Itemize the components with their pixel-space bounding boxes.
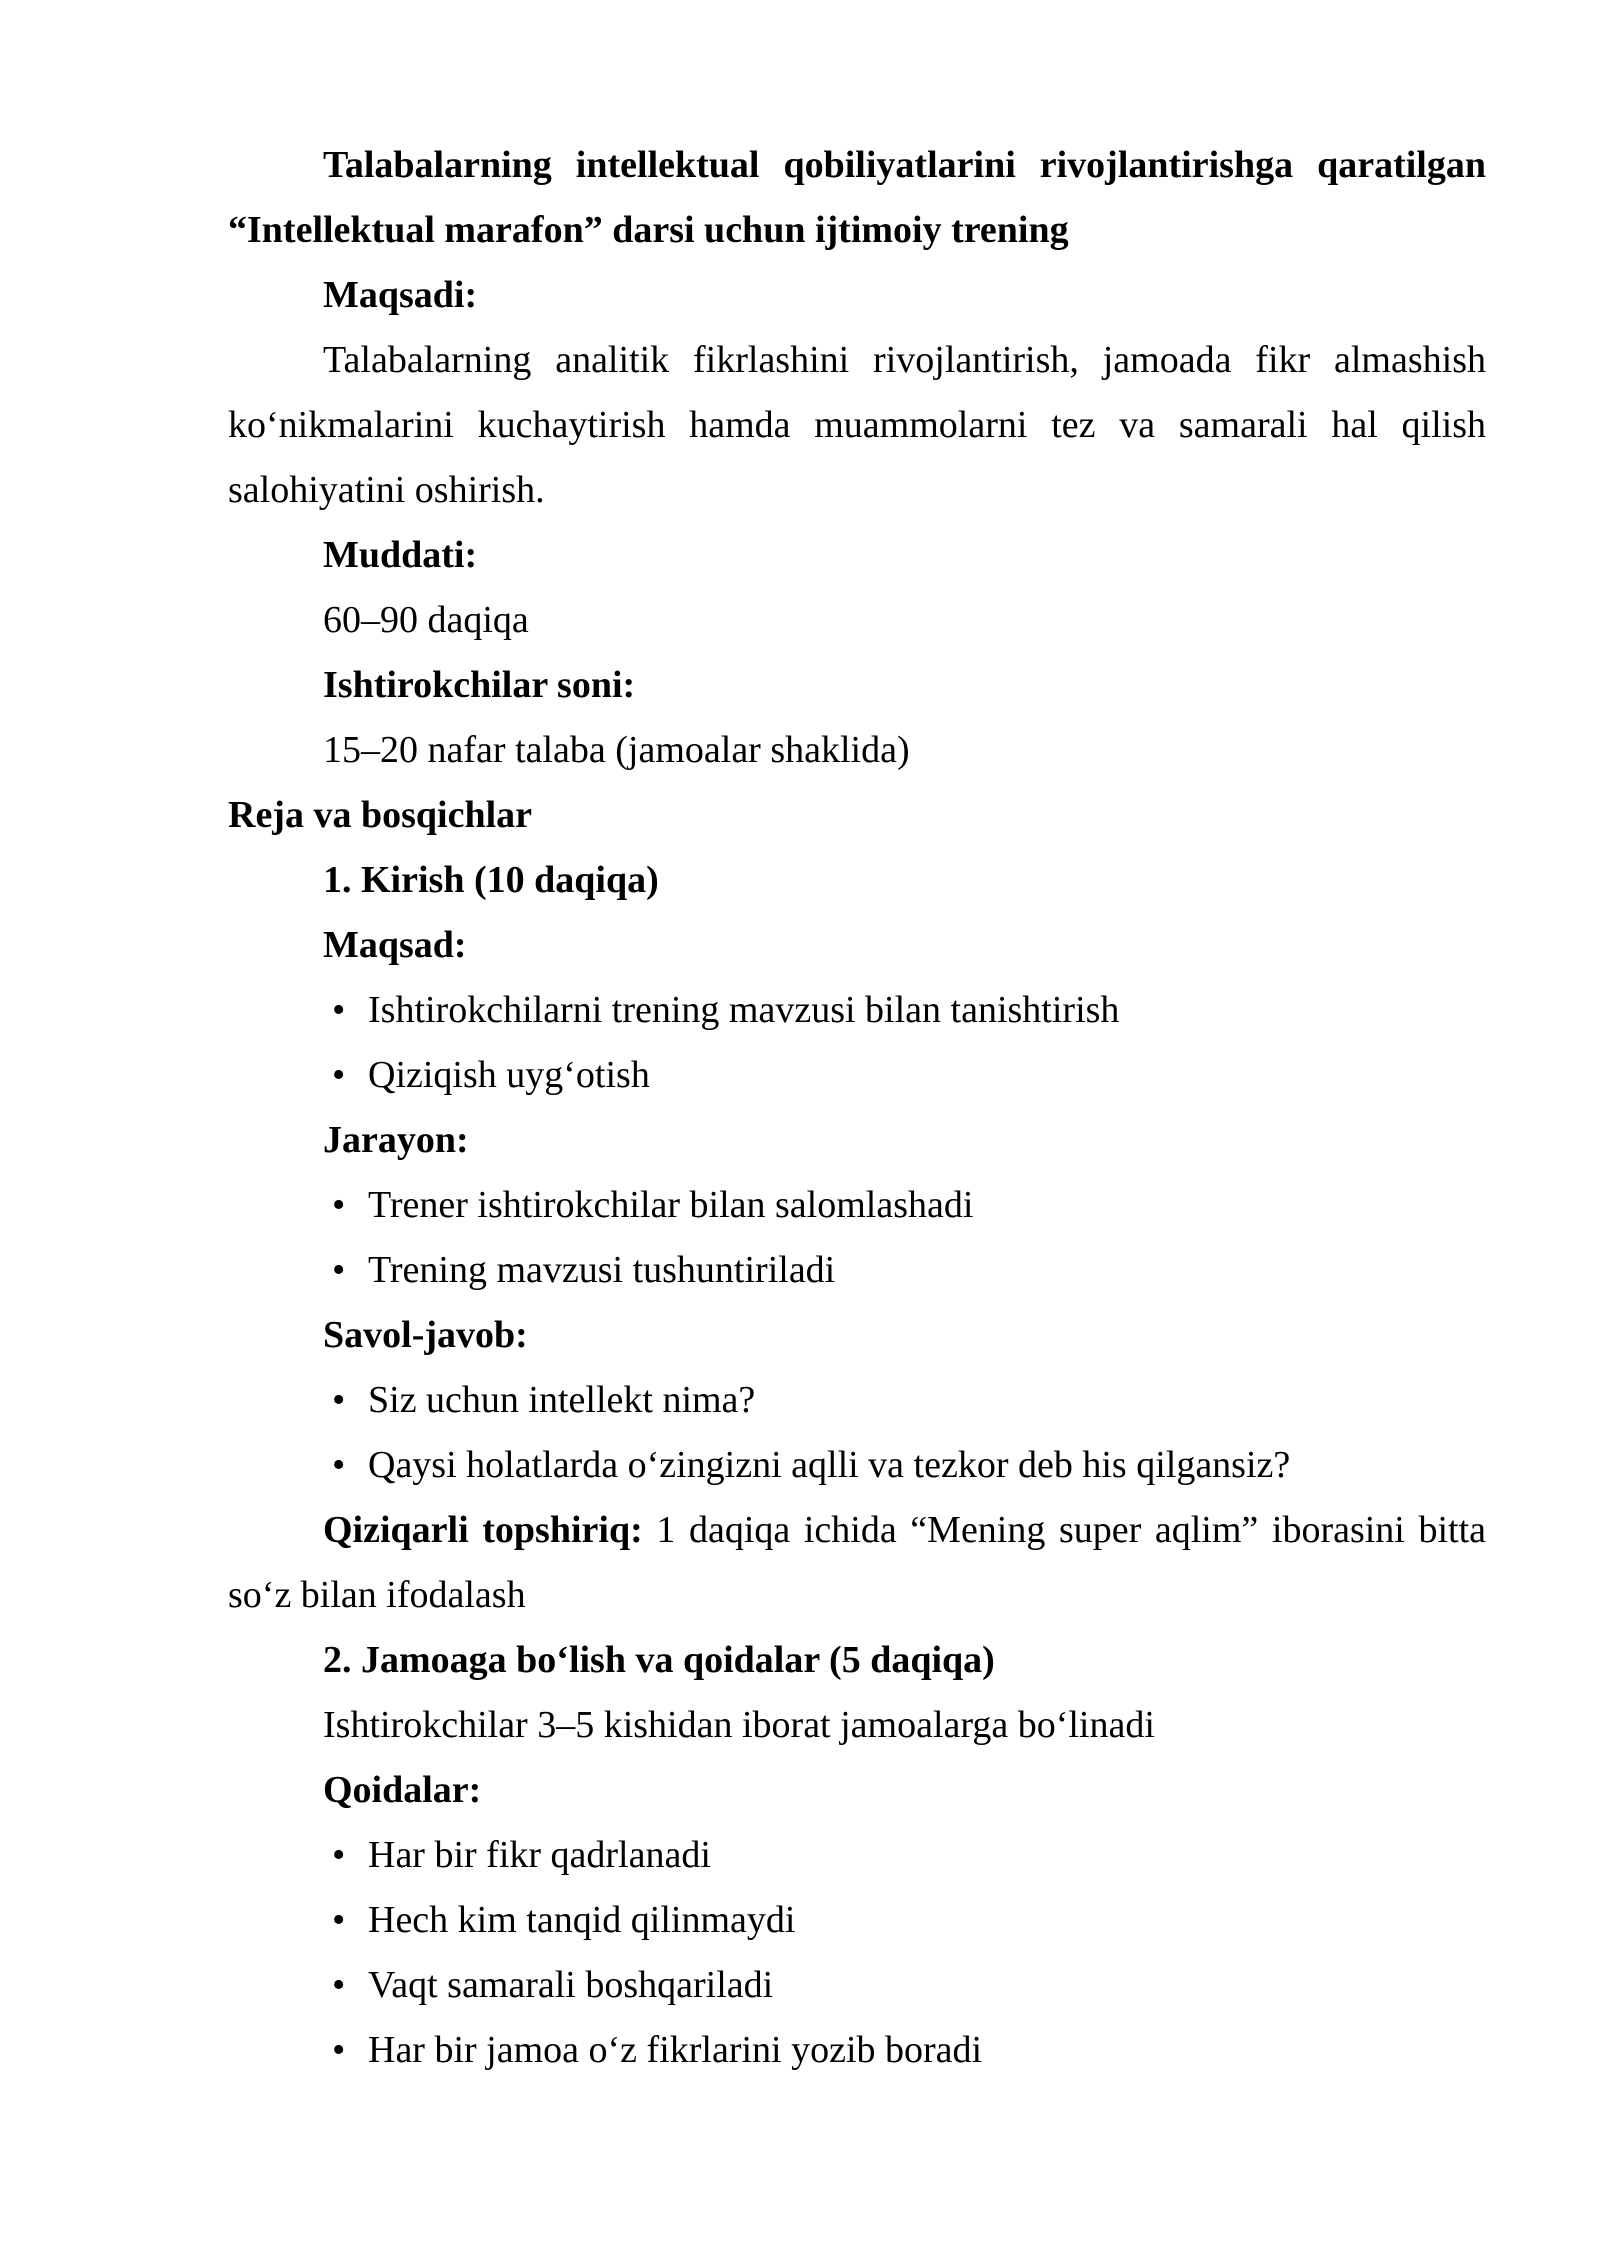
line-text: Qoidalar:: [323, 1769, 482, 1811]
bullet-icon: •: [332, 2029, 346, 2071]
bullet-item: [228, 1238, 1486, 1303]
line-text: Qiziqish uygʻotish: [368, 1054, 650, 1096]
line-text: 60–90 daqiqa: [323, 599, 529, 641]
bullet-item: [228, 1823, 1486, 1888]
line-text: 1. Kirish (10 daqiqa): [323, 859, 659, 901]
text-line: [228, 263, 1486, 328]
bullet-item: [228, 978, 1486, 1043]
line-text: Ishtirokchilar 3–5 kishidan iborat jamoalarga boʻlinadi: [323, 1704, 1155, 1746]
line-text: Muddati:: [323, 534, 478, 576]
text-line: [228, 913, 1486, 978]
text-line: [228, 1108, 1486, 1173]
text-line: [228, 523, 1486, 588]
text-line: [228, 1628, 1486, 1693]
text-line: [228, 1693, 1486, 1758]
line-text: Siz uchun intellekt nima?: [368, 1379, 756, 1421]
line-text: Trener ishtirokchilar bilan salomlashadi: [368, 1184, 974, 1226]
text-line: [228, 1498, 1486, 1563]
bullet-item: [228, 1368, 1486, 1433]
bullet-item: [228, 1888, 1486, 1953]
line-text: Ishtirokchilarni trening mavzusi bilan tanishtirish: [368, 989, 1120, 1031]
bullet-icon: •: [332, 1899, 346, 1941]
line-text: Talabalarning intellektual qobiliyatlarini rivojlantirishga qaratilgan: [323, 144, 1486, 186]
text-line: [228, 328, 1486, 393]
text-line: [228, 653, 1486, 718]
line-text: Trening mavzusi tushuntiriladi: [368, 1249, 836, 1291]
line-text: Savol-javob:: [323, 1314, 528, 1356]
line-text: soʻz bilan ifodalash: [228, 1574, 526, 1616]
bullet-icon: •: [332, 1379, 346, 1421]
line-text: 2. Jamoaga boʻlish va qoidalar (5 daqiqa): [323, 1639, 995, 1681]
bullet-icon: •: [332, 1964, 346, 2006]
bullet-item: [228, 1953, 1486, 2018]
line-text: Talabalarning analitik fikrlashini rivojlantirish, jamoada fikr almashish: [323, 339, 1486, 381]
text-line: [228, 848, 1486, 913]
line-text: salohiyatini oshirish.: [228, 469, 545, 511]
text-line: [228, 458, 1486, 523]
line-text: Qiziqarli topshiriq:: [323, 1509, 643, 1551]
line-text: Jarayon:: [323, 1119, 469, 1161]
text-line: [228, 783, 1486, 848]
line-text: Hech kim tanqid qilinmaydi: [368, 1899, 796, 1941]
line-text: 15–20 nafar talaba (jamoalar shaklida): [323, 729, 910, 771]
line-text: Har bir jamoa oʻz fikrlarini yozib boradi: [368, 2029, 983, 2071]
line-text: Ishtirokchilar soni:: [323, 664, 636, 706]
bullet-icon: •: [332, 1834, 346, 1876]
line-text: Maqsadi:: [323, 274, 478, 316]
line-text: Har bir fikr qadrlanadi: [368, 1834, 711, 1876]
bullet-item: [228, 2018, 1486, 2083]
bullet-item: [228, 1043, 1486, 1108]
line-text: 1 daqiqa ichida “Mening super aqlim” iborasini bitta: [642, 1509, 1487, 1551]
text-line: [228, 198, 1486, 263]
bullet-icon: •: [332, 1444, 346, 1486]
line-text: “Intellektual marafon” darsi uchun ijtimoiy trening: [228, 209, 1069, 251]
line-text: Qaysi holatlarda oʻzingizni aqlli va tezkor deb his qilgansiz?: [368, 1444, 1291, 1486]
line-text: Maqsad:: [323, 924, 467, 966]
text-line: [228, 133, 1486, 198]
text-line: [228, 1303, 1486, 1368]
bullet-icon: •: [332, 1184, 346, 1226]
bullet-item: [228, 1433, 1486, 1498]
line-text: koʻnikmalarini kuchaytirish hamda muammolarni tez va samarali hal qilish: [228, 404, 1486, 446]
line-text: Reja va bosqichlar: [228, 794, 532, 836]
bullet-icon: •: [332, 1249, 346, 1291]
text-line: [228, 588, 1486, 653]
bullet-icon: •: [332, 989, 346, 1031]
text-line: [228, 393, 1486, 458]
text-line: [228, 1758, 1486, 1823]
text-line: [228, 718, 1486, 783]
bullet-icon: •: [332, 1054, 346, 1096]
line-text: Vaqt samarali boshqariladi: [368, 1964, 774, 2006]
bullet-item: [228, 1173, 1486, 1238]
document-body: [228, 133, 1486, 2083]
text-line: [228, 1563, 1486, 1628]
